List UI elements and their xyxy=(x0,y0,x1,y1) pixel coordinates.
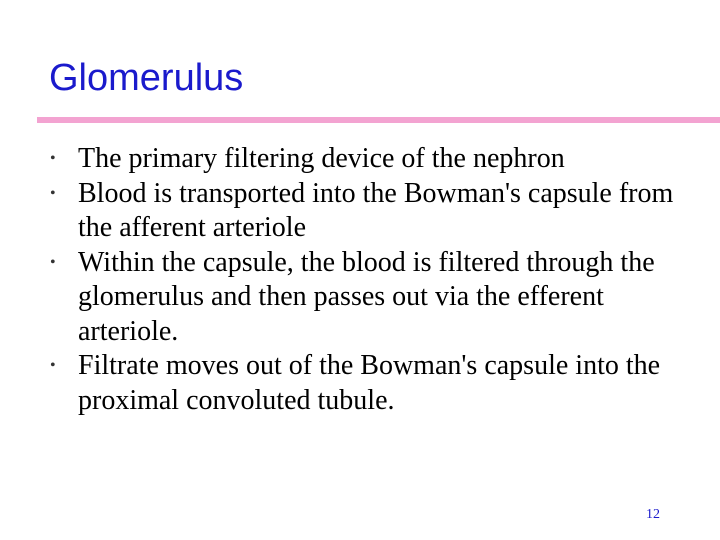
page-number: 12 xyxy=(646,507,660,522)
bullet-icon: • xyxy=(50,150,56,167)
bullet-item xyxy=(50,142,690,177)
bullet-item xyxy=(50,177,690,246)
bullet-icon: • xyxy=(50,357,56,374)
bullet-icon: • xyxy=(50,253,56,271)
bullet-text: The primary filtering device of the nephron xyxy=(78,143,565,174)
bullet-text: Within the capsule, the blood is filtered through the glomerulus and then passes out via the efferent arteriole. xyxy=(78,246,655,347)
bullet-text: Filtrate moves out of the Bowman's capsule into the proximal convoluted tubule. xyxy=(78,350,661,416)
slide-title: Glomerulus xyxy=(49,57,244,99)
bullet-icon: • xyxy=(50,184,56,202)
bullet-item xyxy=(50,349,690,418)
bullet-text: Blood is transported into the Bowman's capsule from the afferent arteriole xyxy=(78,177,674,243)
bullet-list xyxy=(50,142,690,418)
title-divider xyxy=(37,117,720,123)
bullet-item xyxy=(50,246,690,350)
